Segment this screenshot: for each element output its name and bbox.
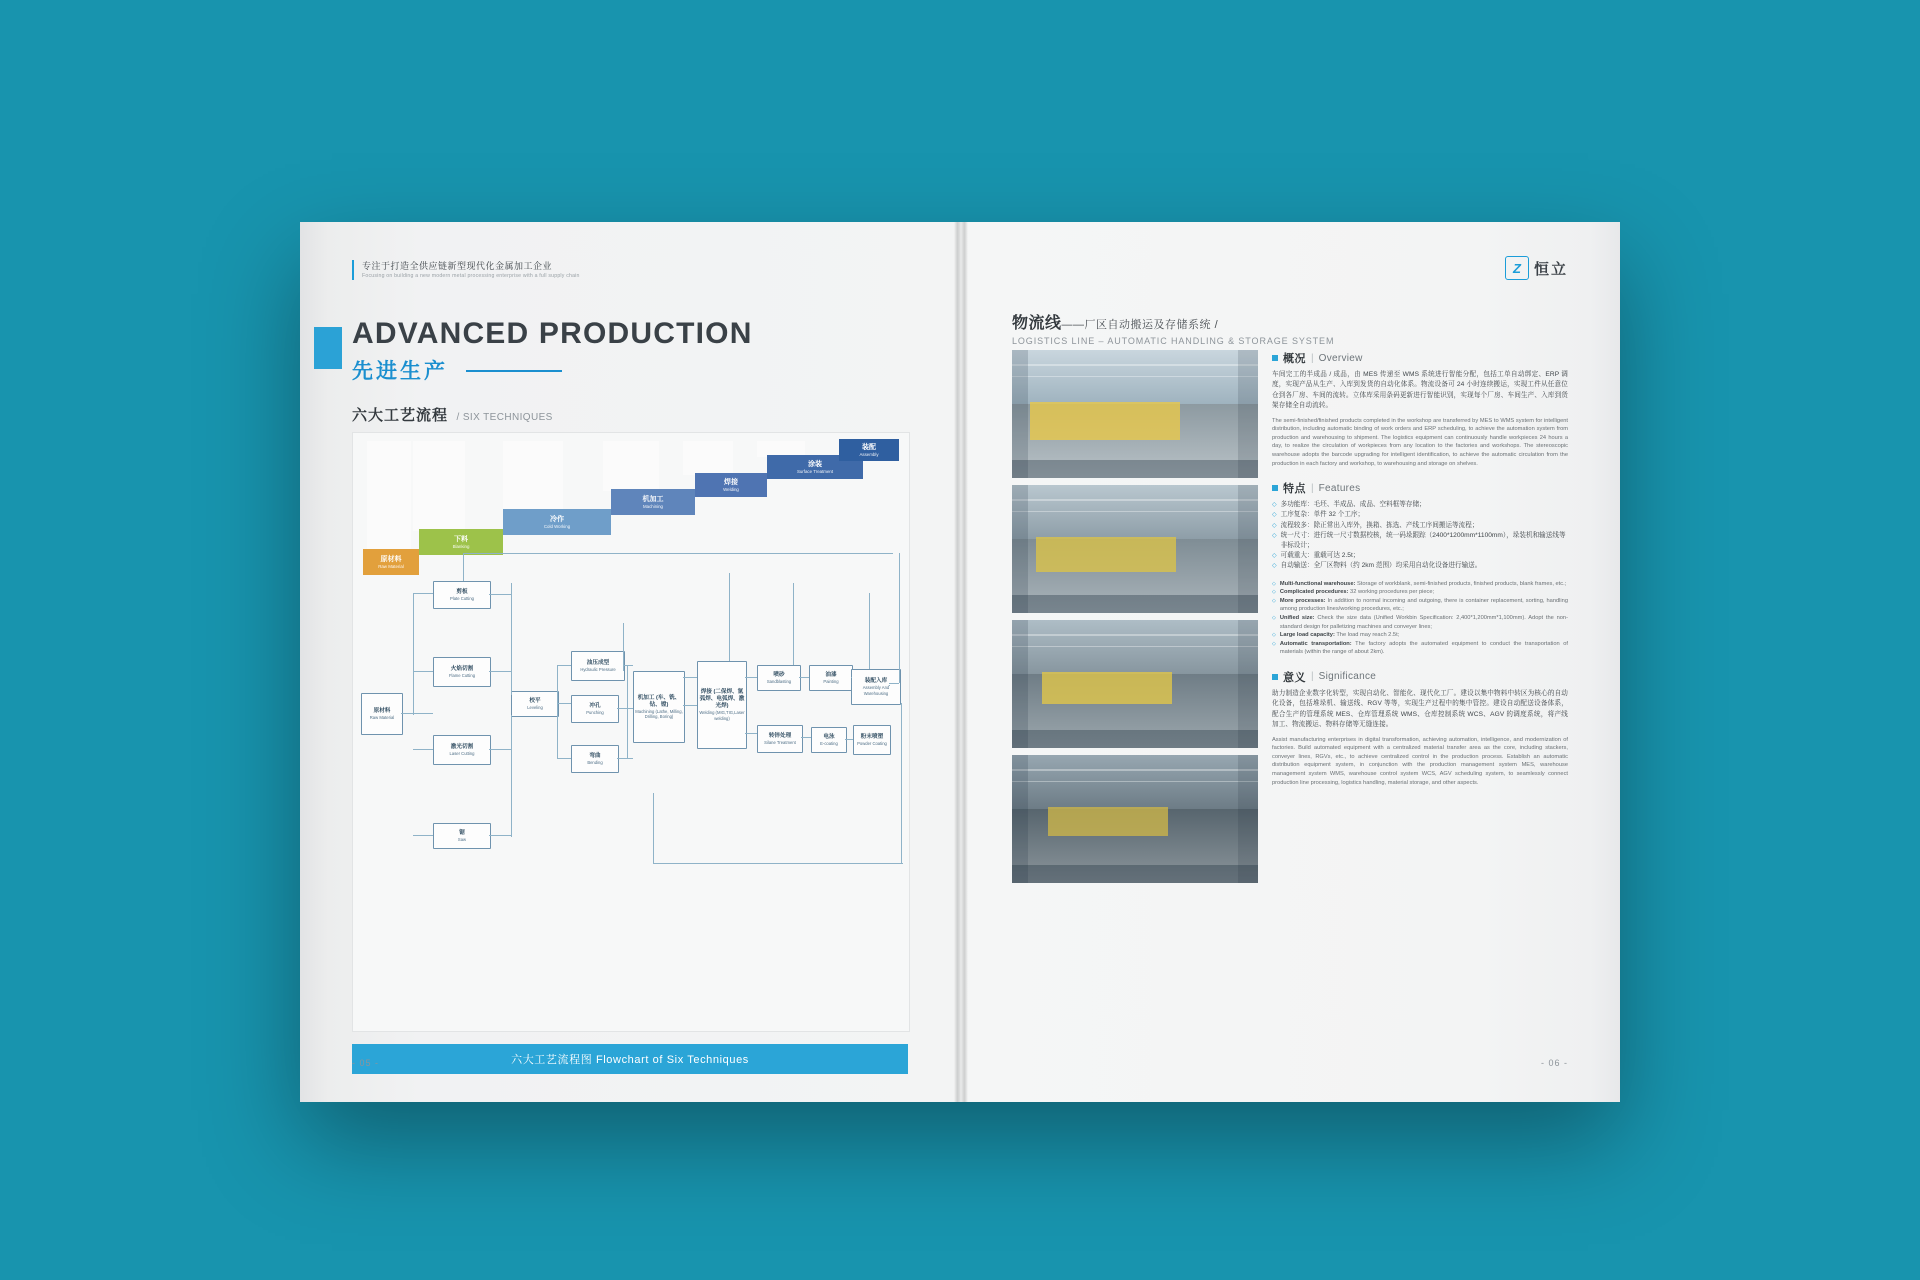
photo-column — [1012, 755, 1028, 883]
flow-connector — [683, 705, 697, 706]
feature-text-en: More processes: In addition to normal incoming and outgoing, there is container replacement, sorting, handling among production lines/working procedures, etc.; — [1279, 597, 1569, 613]
photo-foreground — [1012, 595, 1258, 613]
flow-node-cn: 油压成型 — [586, 659, 610, 666]
flow-node-en: Silane Treatment — [764, 739, 796, 745]
stair-ghost — [503, 441, 563, 511]
stage-block-6 — [839, 439, 899, 461]
slogan — [352, 260, 580, 280]
title-cn: 先进生产 — [352, 360, 448, 383]
block-heading-cn: 特点 — [1283, 483, 1306, 496]
flow-node — [757, 725, 803, 753]
right-page-heading — [1012, 310, 1334, 352]
flow-node-en: Saw — [457, 836, 467, 842]
flow-connector — [511, 715, 512, 837]
flow-node-en: Hydraulic Pressure — [580, 666, 616, 672]
bullet-dot-icon: ◇ — [1272, 597, 1276, 604]
flow-connector — [557, 665, 558, 705]
flow-connector — [845, 739, 853, 740]
spacer — [1272, 572, 1568, 580]
content-block — [1272, 350, 1568, 468]
slogan-en: Focusing on building a new modern metal processing enterprise with a full supply chain — [362, 273, 580, 279]
stage-label-en: Assembly — [859, 451, 879, 457]
flow-node-en: Assembly And Warehousing — [862, 685, 890, 696]
stage-label-en: Machining — [642, 503, 663, 509]
flow-connector — [617, 708, 633, 709]
title-rule — [466, 370, 562, 372]
flow-node-cn: 弯曲 — [589, 752, 601, 759]
flow-connector — [557, 703, 571, 704]
photo-beam — [1012, 634, 1258, 636]
feature-item-en — [1272, 597, 1568, 614]
flow-node-cn: 转锌处理 — [768, 732, 792, 739]
flow-node — [697, 661, 747, 749]
flow-node-cn: 锯 — [459, 829, 465, 836]
flow-node — [433, 823, 491, 849]
flow-connector — [413, 593, 414, 715]
bullet-dot-icon: ◇ — [1272, 512, 1277, 519]
bullet-dot-icon: ◇ — [1272, 589, 1276, 596]
flow-connector — [511, 583, 512, 695]
photo-rack — [1036, 537, 1176, 572]
page-left — [300, 222, 960, 1102]
flow-node — [433, 657, 491, 687]
right-heading-cn — [1012, 310, 1334, 333]
flow-connector — [489, 749, 511, 750]
photo-column — [1238, 485, 1258, 613]
feature-text-cn: 自动输送：全厂区物料（约 2km 范围）均采用自动化设备进行输送。 — [1280, 562, 1482, 570]
right-heading-cn-sub: ——厂区自动搬运及存储系统 / — [1061, 319, 1219, 331]
content-block — [1272, 669, 1568, 787]
photo-column — [1012, 350, 1028, 478]
photo-foreground — [1012, 865, 1258, 883]
brochure-spread — [300, 222, 1620, 1102]
feature-item-en — [1272, 580, 1568, 589]
flow-node-cn: 火焰切割 — [450, 665, 474, 672]
bullet-square-icon — [1272, 674, 1278, 680]
section-heading-cn: 六大工艺流程 — [352, 407, 449, 424]
photo-beam — [1012, 511, 1258, 512]
feature-text-en: Automatic transportation: The factory adopts the automated equipment to conduct the transportation of materials (within the range of about 2km). — [1279, 640, 1568, 656]
flow-node — [511, 691, 559, 717]
bullet-dot-icon: ◇ — [1272, 502, 1277, 509]
flow-connector — [401, 713, 433, 714]
photo-automated-storage — [1012, 755, 1258, 883]
flow-connector — [653, 863, 901, 864]
block-heading-cn: 概况 — [1283, 353, 1306, 365]
stage-block-2 — [503, 509, 611, 535]
block-heading-en: Significance — [1318, 671, 1377, 683]
flow-node — [633, 671, 685, 743]
stage-label-en: Surface Treatment — [796, 468, 834, 474]
photo-column — [1238, 620, 1258, 748]
photo-beam — [1012, 781, 1258, 782]
heading-separator: | — [1311, 352, 1314, 364]
block-body-en: Assist manufacturing enterprises in digital transformation, achieving automation, intelligence, and modernization of factories. Build automated equipment with a centralized material transfer area as the core, including stackers, conveyer lines, RGVs, etc., to achieve centralized control in the production process. Establish an automatic distribution equipment system, in conjunction with the production management system MES, warehouse management system WMS, warehouse control system WCS, AGV scheduling system, to seamlessly connect production line processing, logistics handling, material storage, and other aspects. — [1272, 736, 1568, 786]
flow-node-cn: 机加工 (车、铣、钻、镗) — [637, 694, 681, 708]
flow-connector — [623, 623, 624, 671]
flow-connector — [627, 665, 628, 708]
photo-beam — [1012, 364, 1258, 366]
block-heading — [1272, 480, 1568, 496]
feature-text-cn: 工序复杂：单件 32 个工序； — [1280, 511, 1365, 519]
stage-label-cn: 原材料 — [380, 555, 402, 563]
block-heading-en: Features — [1318, 482, 1361, 494]
feature-item-cn — [1272, 500, 1568, 510]
flow-node-en: Raw Material — [369, 714, 395, 720]
bullet-dot-icon: ◇ — [1272, 580, 1276, 587]
flow-node-cn: 原材料 — [373, 707, 391, 714]
flow-connector — [557, 758, 571, 759]
flow-connector — [745, 677, 757, 678]
flow-connector — [489, 671, 511, 672]
stage-label-cn: 下料 — [454, 535, 468, 543]
flow-node — [433, 581, 491, 609]
flow-node-en: Machining (Lathe, Milling, Drilling, Boring) — [635, 708, 683, 719]
content-block — [1272, 480, 1568, 657]
feature-item-cn — [1272, 551, 1568, 561]
title-accent-bar — [314, 327, 342, 369]
photo-warehouse-aisle — [1012, 350, 1258, 478]
flow-node — [571, 745, 619, 773]
feature-text-cn: 多功能库：毛坯、半成品、成品、空料框等存储； — [1280, 501, 1426, 509]
flow-connector — [489, 835, 511, 836]
feature-item-en — [1272, 631, 1568, 640]
flow-connector — [413, 749, 433, 750]
heading-separator: | — [1311, 482, 1314, 494]
feature-item-cn — [1272, 561, 1568, 571]
flow-connector — [623, 665, 633, 666]
feature-item-cn — [1272, 531, 1568, 551]
flow-node-en: Painting — [823, 678, 839, 684]
flow-connector — [869, 593, 870, 669]
flow-node-cn: 装配入库 — [864, 678, 888, 685]
feature-item-en — [1272, 640, 1568, 657]
flow-node-cn: 激光切割 — [450, 743, 474, 750]
block-heading — [1272, 350, 1568, 366]
stage-label-en: Raw Material — [378, 563, 404, 569]
stair-ghost — [683, 441, 733, 475]
right-text-column — [1272, 350, 1568, 799]
photo-beam — [1012, 499, 1258, 501]
photo-beam — [1012, 646, 1258, 647]
photo-rack — [1042, 672, 1172, 704]
flow-connector — [489, 594, 511, 595]
bullet-dot-icon: ◇ — [1272, 563, 1277, 570]
flowchart-caption: 六大工艺流程图 Flowchart of Six Techniques — [352, 1044, 908, 1074]
heading-separator: | — [1311, 671, 1314, 683]
process-flowchart — [352, 432, 910, 1032]
bullet-dot-icon: ◇ — [1272, 522, 1277, 529]
stage-label-cn: 机加工 — [642, 495, 664, 503]
flow-node — [757, 665, 801, 691]
flow-connector — [899, 553, 900, 683]
block-heading-cn: 意义 — [1283, 671, 1306, 684]
flow-node-en: Flame Cutting — [448, 672, 476, 678]
block-heading — [1272, 669, 1568, 685]
page-title — [352, 317, 753, 385]
flow-node — [571, 651, 625, 681]
photo-rack — [1030, 402, 1180, 440]
flow-node-cn: 剪板 — [456, 588, 468, 595]
flow-node-en: Laser Cutting — [449, 750, 475, 756]
stage-block-4 — [695, 473, 767, 497]
flow-connector — [617, 758, 633, 759]
stage-label-cn: 焊接 — [724, 478, 738, 486]
flow-node-cn: 粉末喷塑 — [860, 733, 884, 740]
block-heading-en: Overview — [1318, 352, 1363, 364]
feature-item-cn — [1272, 521, 1568, 531]
flow-node-en: Powder Coating — [857, 740, 887, 746]
stage-label-cn: 涂装 — [808, 460, 822, 468]
flow-node — [433, 735, 491, 765]
bullet-dot-icon: ◇ — [1272, 532, 1277, 539]
photo-column — [1012, 620, 1028, 748]
stage-label-cn: 装配 — [862, 443, 876, 451]
block-body-cn: 车间完工的半成品 / 成品，由 MES 传递至 WMS 系统进行智能分配，包括工单自动绑定、ERP 调度，实现产品从生产、入库到发货的自动化体系。物流设备可 24 小时连续搬运，实现工件从任意位仓到各厂房、车间的流转。立体库采用条码更新进行智能识别，实现每个厂房、车间生产、入库到货架存储全自动流转。 — [1272, 371, 1568, 410]
flow-node-cn: 油漆 — [825, 671, 837, 678]
feature-text-cn: 统一尺寸：进行统一尺寸数据校核，统一码垛跟踪（2400*1200mm*1100mm），垛装机和输送线等非标设计； — [1280, 531, 1566, 549]
page-right — [960, 222, 1620, 1102]
flow-connector — [413, 671, 433, 672]
block-body-en: The semi-finished/finished products completed in the workshop are transferred by MES to WMS system for intelligent distribution, including automatic binding of work orders and ERP scheduling, to achieve the automation system from production and warehousing to shipment. The logistics equipment can continuously handle workpieces 24 hours a day, to realize the circulation of workpieces from any location to the factories and workshops. The stereoscopic warehouse adopts the barcode upgrading for intelligent identification, to achieve the automatic circulation from the production in each factory and workshop, to warehousing and storage on shelves. — [1272, 417, 1568, 467]
section-heading — [352, 404, 553, 425]
flow-connector — [557, 703, 558, 758]
feature-text-en: Complicated procedures: 32 working procedures per piece; — [1279, 589, 1435, 596]
photo-beam — [1012, 769, 1258, 771]
logo-text: 恒立 — [1533, 260, 1568, 278]
feature-text-en: Large load capacity: The load may reach 2.5t; — [1279, 632, 1400, 639]
right-heading-en: LOGISTICS LINE – AUTOMATIC HANDLING & STORAGE SYSTEM — [1012, 336, 1335, 346]
photo-gallery — [1012, 350, 1258, 890]
flow-connector — [627, 708, 628, 758]
feature-item-en — [1272, 614, 1568, 631]
photo-stacker-crane — [1012, 620, 1258, 748]
bullet-square-icon — [1272, 485, 1278, 491]
flow-connector — [463, 553, 464, 581]
flow-connector — [653, 793, 654, 863]
flow-connector — [413, 593, 433, 594]
flow-connector — [801, 737, 811, 738]
flow-node-cn: 焊接 (二保焊、氩弧焊、电弧焊、激光焊) — [699, 689, 745, 710]
bullet-dot-icon: ◇ — [1272, 632, 1276, 639]
flow-node-cn: 喷砂 — [773, 671, 785, 678]
flow-connector — [683, 677, 697, 678]
photo-foreground — [1012, 460, 1258, 478]
flow-connector — [745, 733, 757, 734]
flow-node-en: Welding (MIG,TIG,Laser welding) — [699, 710, 745, 721]
photo-column — [1238, 350, 1258, 478]
photo-beam — [1012, 376, 1258, 377]
flow-node-en: Leveling — [527, 704, 543, 710]
stair-ghost — [603, 441, 659, 491]
flow-connector — [413, 835, 433, 836]
feature-item-en — [1272, 588, 1568, 597]
flow-node — [811, 727, 847, 753]
photo-column — [1012, 485, 1028, 613]
flow-node — [571, 695, 619, 723]
feature-text-en: Multi-functional warehouse: Storage of workblank, semi-finished products, finished products, blank frames, etc.; — [1279, 580, 1567, 587]
stage-label-en: Cold Working — [543, 523, 571, 529]
section-heading-en: / SIX TECHNIQUES — [456, 412, 553, 423]
flow-connector — [799, 677, 809, 678]
bullet-square-icon — [1272, 355, 1278, 361]
flow-node — [853, 725, 891, 755]
block-body-cn: 助力制造企业数字化转型，实现自动化、智能化、现代化工厂。建设以集中物料中转区为核心的自动化设备，包括堆垛机、输送线、RGV 等等，实现生产过程中的集中管控。建设自动配送设备体系，配合生产的管理系统 MES、仓库管理系统 WMS、仓库控制系统 WCS、AGV 的调度系统，将产线加工、物流搬运、物料存储等无缝连接。 — [1272, 689, 1568, 729]
flow-connector — [889, 685, 890, 686]
flow-connector — [901, 703, 902, 863]
flow-connector — [851, 677, 852, 678]
slogan-cn: 专注于打造全供应链新型现代化金属加工企业 — [362, 261, 553, 271]
photo-conveyor-lines — [1012, 485, 1258, 613]
stage-block-0 — [363, 549, 419, 575]
bullet-dot-icon: ◇ — [1272, 640, 1276, 647]
right-heading-cn-main: 物流线 — [1012, 315, 1062, 332]
bullet-dot-icon: ◇ — [1272, 614, 1276, 621]
photo-column — [1238, 755, 1258, 883]
stage-label-cn: 冷作 — [550, 515, 564, 523]
feature-text-cn: 可载重大：重载可达 2.5t； — [1280, 552, 1360, 560]
photo-rack — [1048, 807, 1168, 836]
flow-node-cn: 冲孔 — [589, 702, 601, 709]
stair-ghost — [413, 441, 465, 531]
flow-node — [809, 665, 853, 691]
flow-node-en: Sandblasting — [766, 678, 792, 684]
flow-node-en: Bending — [587, 759, 603, 765]
stage-label-en: Blanking — [452, 543, 470, 549]
flow-node-cn: 电泳 — [823, 733, 835, 740]
page-number-right: - 06 - — [1540, 1058, 1568, 1068]
company-logo — [1505, 256, 1568, 280]
feature-text-en: Unified size: Check the size data (Unified Workbin Specification: 2,400*1,200mm*1,100mm). Adopt the non-standard design for palletizing machines and conveyer lines; — [1279, 614, 1568, 630]
stair-ghost — [367, 441, 411, 551]
flow-node — [361, 693, 403, 735]
stage-block-3 — [611, 489, 695, 515]
flow-connector — [793, 583, 794, 665]
feature-text-cn: 流程较多：除正常出入库外，换箱、拣选、产线工序间搬运等流程； — [1280, 521, 1479, 529]
flow-connector — [557, 665, 571, 666]
photo-foreground — [1012, 730, 1258, 748]
logo-mark-icon: Z — [1505, 256, 1529, 280]
flow-connector — [889, 683, 899, 684]
flow-connector — [729, 573, 730, 661]
flow-node-en: Punching — [586, 709, 604, 715]
flow-connector — [463, 553, 893, 554]
feature-item-cn — [1272, 510, 1568, 520]
bullet-dot-icon: ◇ — [1272, 553, 1277, 560]
stage-label-en: Welding — [723, 486, 739, 492]
page-number-left: - 05 - — [352, 1058, 380, 1068]
flow-node-cn: 校平 — [529, 697, 541, 704]
flow-node — [851, 669, 901, 705]
flow-node-en: Plate Cutting — [450, 595, 474, 601]
title-en: ADVANCED PRODUCTION — [352, 317, 753, 350]
stage-block-1 — [419, 529, 503, 555]
flow-node-en: E-coating — [820, 740, 838, 746]
